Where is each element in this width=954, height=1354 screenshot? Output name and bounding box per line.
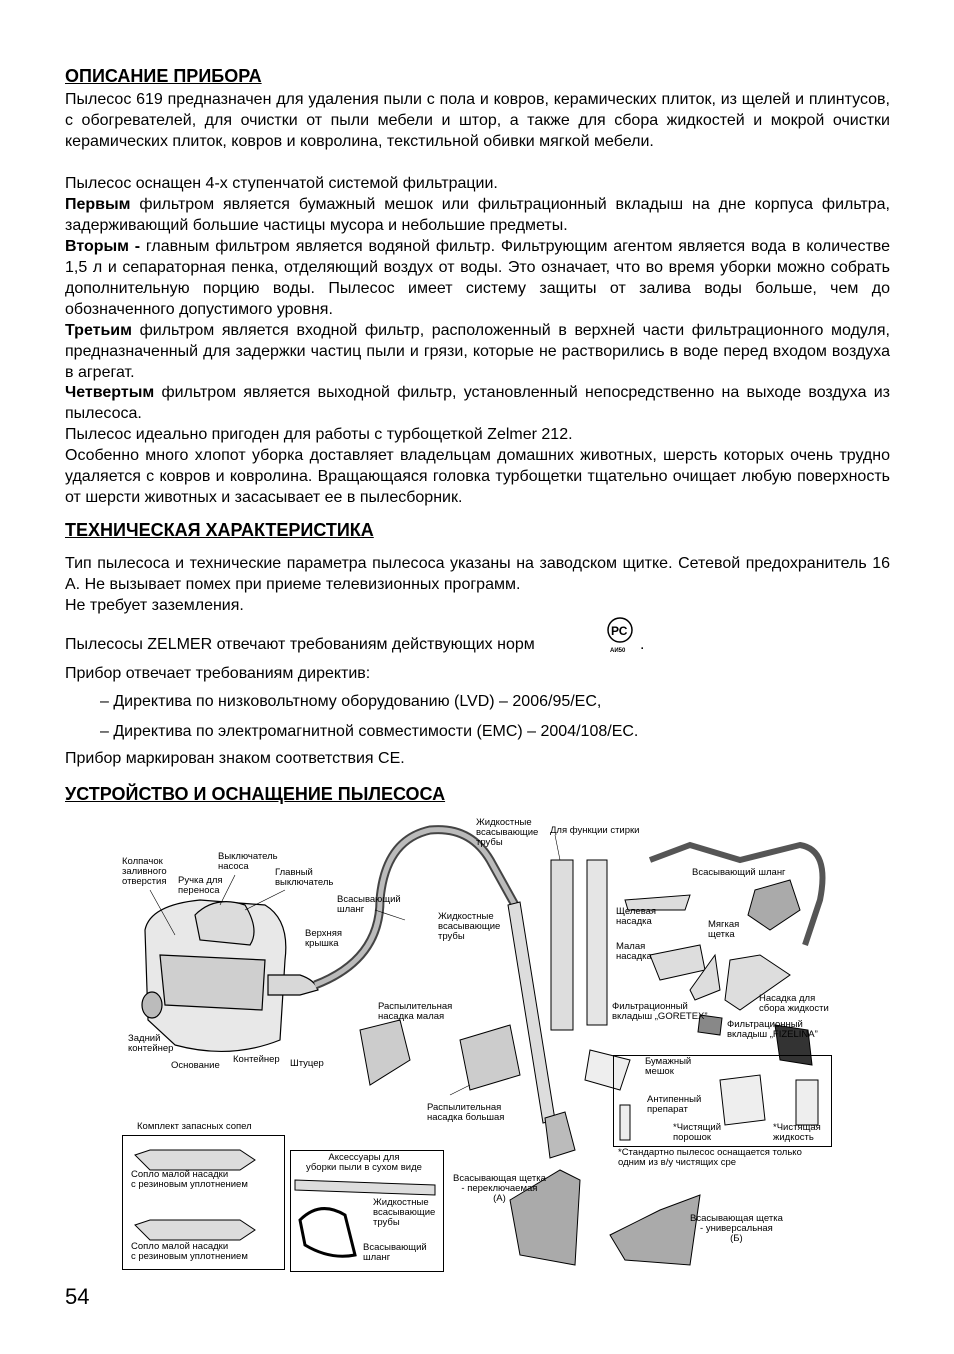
page-number: 54 [65, 1284, 90, 1309]
label-crevice: Щелевая насадка [616, 906, 657, 927]
label-brush-b: Всасывающая щетка - универсальная (Б) [690, 1213, 783, 1244]
label-base: Основание [171, 1060, 220, 1071]
norms-line: Пылесосы ZELMER отвечают требованиям действующих норм [65, 636, 535, 653]
label-antifoam: Антипенный препарат [647, 1094, 702, 1115]
label-hose-box: Всасывающий шланг [363, 1242, 427, 1263]
norms-line-end: . [640, 636, 645, 653]
label-liquid-tubes-box: Жидкостные всасывающие трубы [373, 1197, 436, 1228]
label-liquid-tubes-mid: Жидкостные всасывающие трубы [438, 911, 501, 942]
section-heading-tech: ТЕХНИЧЕСКАЯ ХАРАКТЕРИСТИКА [65, 520, 374, 540]
directives-intro: Прибор отвечает требованиям директив: [65, 665, 371, 682]
label-cap: Колпачок заливного отверстия [122, 856, 167, 887]
label-liquid-nozzle: Насадка для сбора жидкости [759, 993, 829, 1014]
filtration-intro: Пылесос оснащен 4-х ступенчатой системой фильтрации. [65, 175, 498, 192]
no-grounding: Не требует заземления. [65, 597, 244, 614]
label-small-nozzle: Малая насадка [616, 941, 652, 962]
suction-tube-illustration [508, 860, 607, 1158]
label-washing: Для функции стирки [550, 825, 640, 836]
label-spray-large: Распылительная насадка большая [427, 1102, 505, 1123]
label-note: *Стандартно пылесос оснащается только одним из в/у чистящих сре [618, 1147, 802, 1168]
turbo-brush-note: Пылесос идеально пригоден для работы с турбощеткой Zelmer 212. [65, 426, 573, 443]
description-paragraph: Пылесос 619 предназначен для удаления пыли с пола и ковров, керамических плиток, из щелей и плинтусов, с обогревателей, для очистки от пыли мебели и штор, а также для сбора жидкостей и мокрой очистки керамических плиток, ковров и ковролина, текстильной обивки мягкой мебели. [65, 91, 890, 150]
section-heading-description: ОПИСАНИЕ ПРИБОРА [65, 66, 262, 86]
directive-emc: – Директива по электромагнитной совместимости (EMC) – 2004/108/EC. [100, 723, 639, 740]
label-main-switch: Главный выключатель [275, 867, 334, 888]
label-brush-a: Всасывающая щетка - переключаемая (А) [453, 1173, 546, 1204]
certification-mark-icon [608, 618, 632, 642]
label-suction-hose: Всасывающий шланг [337, 894, 401, 915]
label-soft-brush: Мягкая щетка [708, 919, 740, 940]
tech-paragraph: Тип пылесоса и технические параметра пылесоса указаны на заводском щитке. Сетевой предохранитель 16 А. Не вызывает помех при приеме телевизионных программ. [65, 555, 890, 593]
filter-first: Первым фильтром является бумажный мешок или фильтрационный вкладыш на дне корпуса фильтра, задерживающий большие частицы мусора и небольшие предметы. [65, 196, 890, 234]
label-top-cover: Верхняя крышка [305, 928, 343, 949]
label-liquid-tubes-top: Жидкостные всасывающие трубы [476, 817, 539, 848]
directive-lvd: – Директива по низковольтному оборудованию (LVD) – 2006/95/EC, [100, 693, 602, 710]
label-rear-container: Задний контейнер [128, 1033, 174, 1054]
label-nozzle-1: Сопло малой насадки с резиновым уплотнением [131, 1169, 248, 1190]
filter-fourth: Четвертым фильтром является выходной фильтр, установленный непосредственно на выходе воздуха из пылесоса. [65, 384, 890, 422]
label-goretex: Фильтрационный вкладыш „GORETEX” [612, 1001, 708, 1022]
label-spare-set: Комплект запасных сопел [137, 1121, 252, 1132]
filter-second: Вторым - главным фильтром является водяной фильтр. Фильтрующим агентом является вода в количестве 1,5 л и сепараторная пенка, отделяющий воздух от воды. Это означает, что во время уборки можно собрать дополнительную порцию воды. Пылесос имеет систему защиты от залива воды больше, чем до обозначенного допустимого уровня. [65, 238, 890, 318]
label-handle: Ручка для переноса [178, 875, 223, 896]
label-dry-accessories: Аксессуары для уборки пыли в сухом виде [306, 1152, 422, 1173]
label-liquid: *Чистящая жидкость [773, 1122, 821, 1143]
label-paper-bag: Бумажный мешок [645, 1056, 692, 1077]
pets-paragraph: Особенно много хлопот уборка доставляет владельцам домашних животных, шерсть которых очень трудно удаляется с ковров и ковролина. Вращающаяся головка турбощетки тщательно очищает любую поверхность от шерсти животных и засасывает ее в пылесборник. [65, 447, 890, 506]
label-suction-hose-right: Всасывающий шланг [692, 867, 786, 878]
label-fizelina: Фильтрационный вкладыш „FIZELINA” [727, 1019, 818, 1040]
label-spray-small: Распылительная насадка малая [378, 1001, 453, 1022]
cert-mark-text: АИ50 [610, 648, 626, 654]
label-container: Контейнер [233, 1054, 280, 1065]
section-heading-equipment: УСТРОЙСТВО И ОСНАЩЕНИЕ ПЫЛЕСОСА [65, 784, 446, 804]
label-powder: *Чистящий порошок [673, 1122, 722, 1143]
label-nozzle-2: Сопло малой насадки с резиновым уплотнением [131, 1241, 248, 1262]
ce-marking: Прибор маркирован знаком соответствия CE. [65, 750, 405, 767]
svg-text:РС: РС [611, 624, 628, 638]
filter-third: Третьим фильтром является входной фильтр, расположенный в верхней части фильтрационного модуля, предназначенный для задержки частиц пыли и грязи, которые не растворились в воде перед входом воздуха в агрегат. [65, 322, 890, 381]
label-pump-switch: Выключатель насоса [218, 851, 278, 872]
label-fitting: Штуцер [290, 1058, 324, 1069]
